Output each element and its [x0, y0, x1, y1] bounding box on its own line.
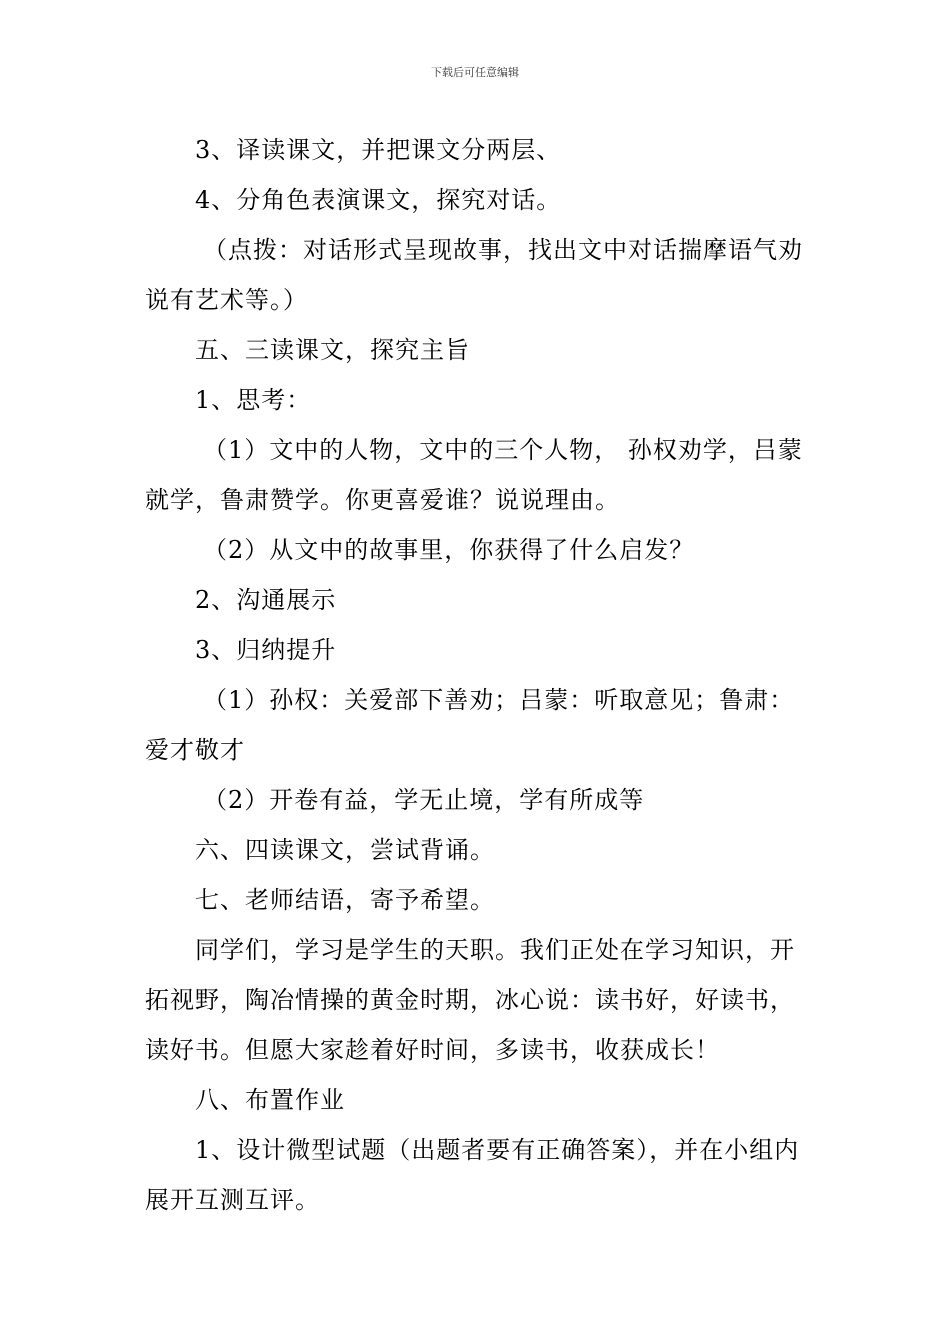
paragraph-16: 1、设计微型试题（出题者要有正确答案），并在小组内展开互测互评。: [145, 1136, 800, 1214]
paragraph-6: （1）文中的人物，文中的三个人物， 孙权劝学，吕蒙就学，鲁肃赞学。你更喜爱谁？说说理由。: [145, 436, 803, 514]
paragraph-8: 2、沟通展示: [195, 586, 337, 614]
paragraph-15: 八、布置作业: [195, 1086, 345, 1114]
paragraph-11: （2）开卷有益，学无止境，学有所成等: [203, 786, 645, 814]
paragraph-2: 4、分角色表演课文，探究对话。: [195, 186, 562, 214]
paragraph-10: （1）孙权：关爱部下善劝；吕蒙：听取意见；鲁肃：爱才敬才: [145, 686, 795, 764]
paragraph-9: 3、归纳提升: [195, 636, 337, 664]
document-body: [145, 125, 810, 1225]
paragraph-5: 1、思考：: [195, 386, 312, 414]
paragraph-1: 3、译读课文，并把课文分两层、: [195, 136, 562, 164]
paragraph-14: 同学们，学习是学生的天职。我们正处在学习知识，开拓视野，陶冶情操的黄金时期，冰心说：读书好，好读书，读好书。但愿大家趁着好时间，多读书，收获成长！: [145, 936, 795, 1064]
paragraph-7: （2）从文中的故事里，你获得了什么启发？: [203, 536, 695, 564]
paragraph-13: 七、老师结语，寄予希望。: [195, 886, 495, 914]
paragraph-4: 五、三读课文，探究主旨: [195, 336, 470, 364]
paragraph-3: （点拨：对话形式呈现故事，找出文中对话揣摩语气劝说有艺术等。）: [145, 236, 803, 314]
paragraph-12: 六、四读课文，尝试背诵。: [195, 836, 495, 864]
page-header: 下载后可任意编辑: [431, 66, 519, 79]
